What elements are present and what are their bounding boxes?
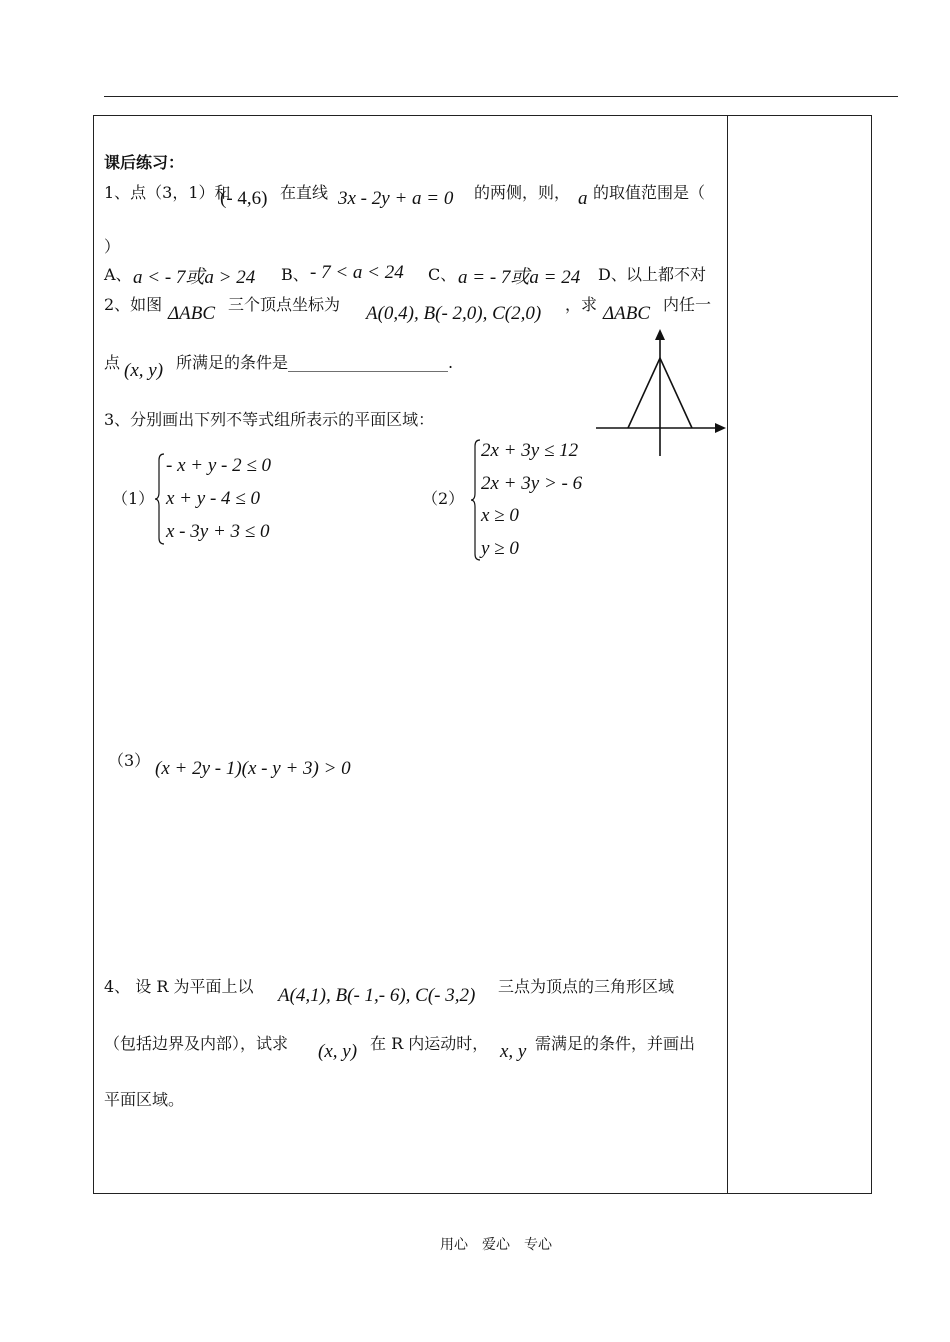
q4-line3: 平面区域。 [104,1090,185,1109]
q4-coordinates: A(4,1), B(- 1,- 6), C(- 3,2) [278,985,476,1006]
notes-column-divider [727,115,728,1194]
q1-var-a: a [578,188,588,209]
q1-option-c-label: C、 [428,265,457,284]
q1-close-paren: ） [104,237,121,256]
q2-coordinates: A(0,4), B(- 2,0), C(2,0) [366,303,542,324]
q1-option-b: - 7 < a < 24 [310,262,404,283]
q1-prefix: 1、点（3，1）和 [104,183,231,202]
q1-mid2: 的两侧，则， [474,183,571,202]
q3-sys2-label: （2） [422,489,465,508]
header-rule [104,96,898,97]
q3-sys1-brace [154,452,166,546]
q2-mid2: ，求 [565,295,598,314]
q4-point: (x, y) [318,1041,358,1062]
q1-option-d-label: D、 [598,265,627,284]
q2-line2-end: 所满足的条件是____________________. [176,353,454,372]
triangle-figure [590,325,730,460]
q3-sys1-label: （1） [112,489,155,508]
footer-slogan: 用心 爱心 专心 [440,1237,552,1253]
q1-option-a-label: A、 [104,265,132,284]
q3-intro: 3、分别画出下列不等式组所表示的平面区域： [104,410,435,429]
q3-sys3-label: （3） [108,751,151,770]
q2-prefix: 2、如图 [104,295,163,314]
q1-option-c: a = - 7或a = 24 [458,267,581,288]
y-axis-arrow-icon [655,329,665,340]
q1-line-equation: 3x - 2y + a = 0 [338,188,454,209]
q4-line2-start: （包括边界及内部），试求 [104,1034,289,1053]
q3-sys1-ineq-3: x - 3y + 3 ≤ 0 [166,521,270,542]
q3-sys1-ineq-1: - x + y - 2 ≤ 0 [166,455,272,476]
q2-suffix: 内任一 [663,295,712,314]
q3-sys2-ineq-4: y ≥ 0 [481,538,519,559]
q4-vars: x, y [500,1041,527,1062]
q1-option-b-label: B、 [281,265,309,284]
q1-mid: 在直线 [280,183,329,202]
q3-sys2-ineq-3: x ≥ 0 [481,505,519,526]
q2-line2-start: 点 [104,353,121,372]
q1-suffix: 的取值范围是（ [593,183,706,202]
q2-point: (x, y) [124,360,164,381]
q3-sys1-ineq-2: x + y - 4 ≤ 0 [166,488,260,509]
q3-sys3-inequality: (x + 2y - 1)(x - y + 3) > 0 [155,758,351,779]
x-axis-arrow-icon [715,423,726,433]
q4-line2-mid: 在 R 内运动时， [370,1034,489,1053]
q1-point: (- 4,6) [220,188,268,209]
q1-option-d: 以上都不对 [626,265,707,284]
q4-suffix: 三点为顶点的三角形区域 [498,977,675,996]
q2-triangle: ΔABC [168,303,216,324]
q3-sys2-ineq-2: 2x + 3y > - 6 [481,473,583,494]
q4-line2-end: 需满足的条件，并画出 [535,1034,696,1053]
q1-option-a: a < - 7或a > 24 [133,267,256,288]
section-title: 课后练习： [104,153,185,172]
q3-sys2-ineq-1: 2x + 3y ≤ 12 [481,440,579,461]
q2-triangle2: ΔABC [603,303,651,324]
q2-mid: 三个顶点坐标为 [228,295,341,314]
q4-prefix: 4、 设 R 为平面上以 [104,977,254,996]
